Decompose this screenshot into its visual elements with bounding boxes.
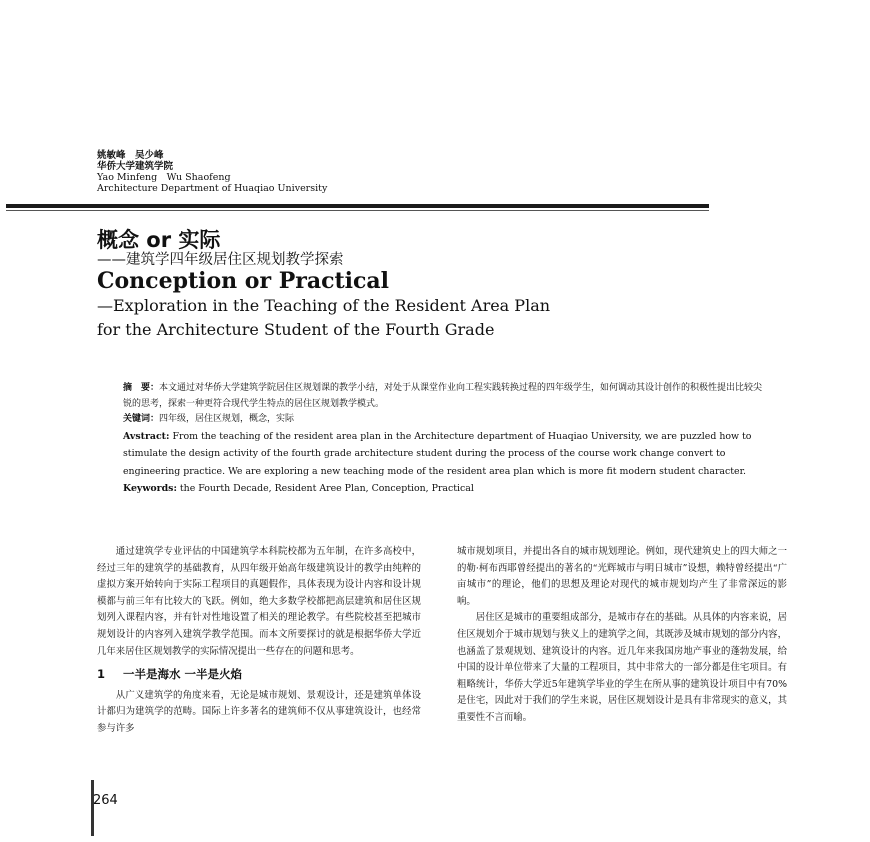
keywords-en <box>123 480 763 498</box>
subtitle-en-line-1: —Exploration in the Teaching of the Resident Area Plan <box>97 296 551 315</box>
abstract-zh-text: 本文通过对华侨大学建筑学院居住区规划课的教学小结，对处于从课堂作业向工程实践转换过程的四年级学生，如何调动其设计创作的积极性提出比较尖锐的思考，探索一种更符合现代学生特点的居住区规划教学模式。 <box>123 383 763 409</box>
paragraph: 从广义建筑学的角度来看，无论是城市规划、景观设计，还是建筑单体设计都归为建筑学的范畴。国际上许多著名的建筑师不仅从事建筑设计，也经常参与许多 <box>97 689 421 734</box>
title-en: Conception or Practical <box>97 268 390 294</box>
abstract-block <box>123 381 763 498</box>
body-column-left <box>97 544 421 738</box>
keywords-zh-text: 四年级，居住区规划，概念，实际 <box>159 414 295 424</box>
header-rule <box>6 204 709 208</box>
header-rule-thin <box>6 210 709 211</box>
subtitle-zh: ——建筑学四年级居住区规划教学探索 <box>97 252 344 268</box>
page-margin-bar <box>91 780 94 836</box>
body-column-right <box>457 544 787 727</box>
section-number: 1 <box>97 667 106 682</box>
section-heading <box>97 666 421 683</box>
subtitle-en-line-2: for the Architecture Student of the Fourth Grade <box>97 320 495 339</box>
section-title: 一半是海水 一半是火焰 <box>123 667 243 682</box>
author-block <box>97 150 327 194</box>
keywords-zh <box>123 412 763 428</box>
keywords-en-label: Keywords: <box>123 483 177 494</box>
abstract-en-text: From the teaching of the resident area plan in the Architecture department of Huaqiao University, we are puzzled how to stimulate the design activity of the fourth grade architecture student during the process of the course work change convert to engineering practice. We are exploring a new teaching mode of the resident area plan which is more fit modern student character. <box>123 430 752 477</box>
subtitle-en <box>97 294 737 342</box>
paragraph: 城市规划项目，并提出各自的城市规划理论。例如，现代建筑史上的四大师之一的勒·柯布西耶曾经提出的著名的“光辉城市与明日城市”设想，赖特曾经提出“广亩城市”的理论，他们的思想及理论对现代的城市规划均产生了非常深远的影响。 <box>457 546 787 607</box>
title-zh: 概念 or 实际 <box>97 228 221 252</box>
abstract-en-label: Avstract: <box>123 430 170 442</box>
abstract-zh-label: 摘 要： <box>123 383 160 393</box>
author-names-zh: 姚敏峰 吴少峰 <box>97 150 164 161</box>
keywords-en-text: the Fourth Decade, Resident Aree Plan, Conception, Practical <box>179 483 474 494</box>
keywords-zh-label: 关键词： <box>123 414 160 424</box>
paragraph: 居住区是城市的重要组成部分，是城市存在的基础。从具体的内容来说，居住区规划介于城市规划与狭义上的建筑学之间，其既涉及城市规划的部分内容，也涵盖了景观规划、建筑设计的内容。近几年来我国房地产事业的蓬勃发展，给中国的设计单位带来了大量的工程项目，其中非常大的一部分都是住宅项目。有粗略统计，华侨大学近5年建筑学毕业的学生在所从事的建筑设计项目中有70%是住宅，因此对于我们的学生来说，居住区规划设计是具有非常现实的意义，其重要性不言而喻。 <box>457 612 787 723</box>
abstract-zh <box>123 381 763 412</box>
abstract-en <box>123 428 763 481</box>
author-names-en: Yao Minfeng Wu Shaofeng <box>97 172 231 183</box>
author-affiliation-zh: 华侨大学建筑学院 <box>97 161 174 172</box>
paragraph: 通过建筑学专业评估的中国建筑学本科院校都为五年制，在许多高校中，经过三年的建筑学的基础教育，从四年级开始高年级建筑设计的教学由纯粹的虚拟方案开始转向于实际工程项目的真题假作，具体表现为设计内容和设计规模都与前三年有比较大的飞跃。例如，绝大多数学校都把高层建筑和居住区规划列入课程内容，并有针对性地设置了相关的理论教学。有些院校甚至把城市规划设计的内容列入建筑学教学范围。而本文所要探讨的就是根据华侨大学近几年来居住区规划教学的实际情况提出一些存在的问题和思考。 <box>97 546 421 657</box>
page-number: 264 <box>93 793 118 808</box>
author-affiliation-en: Architecture Department of Huaqiao University <box>97 183 328 194</box>
